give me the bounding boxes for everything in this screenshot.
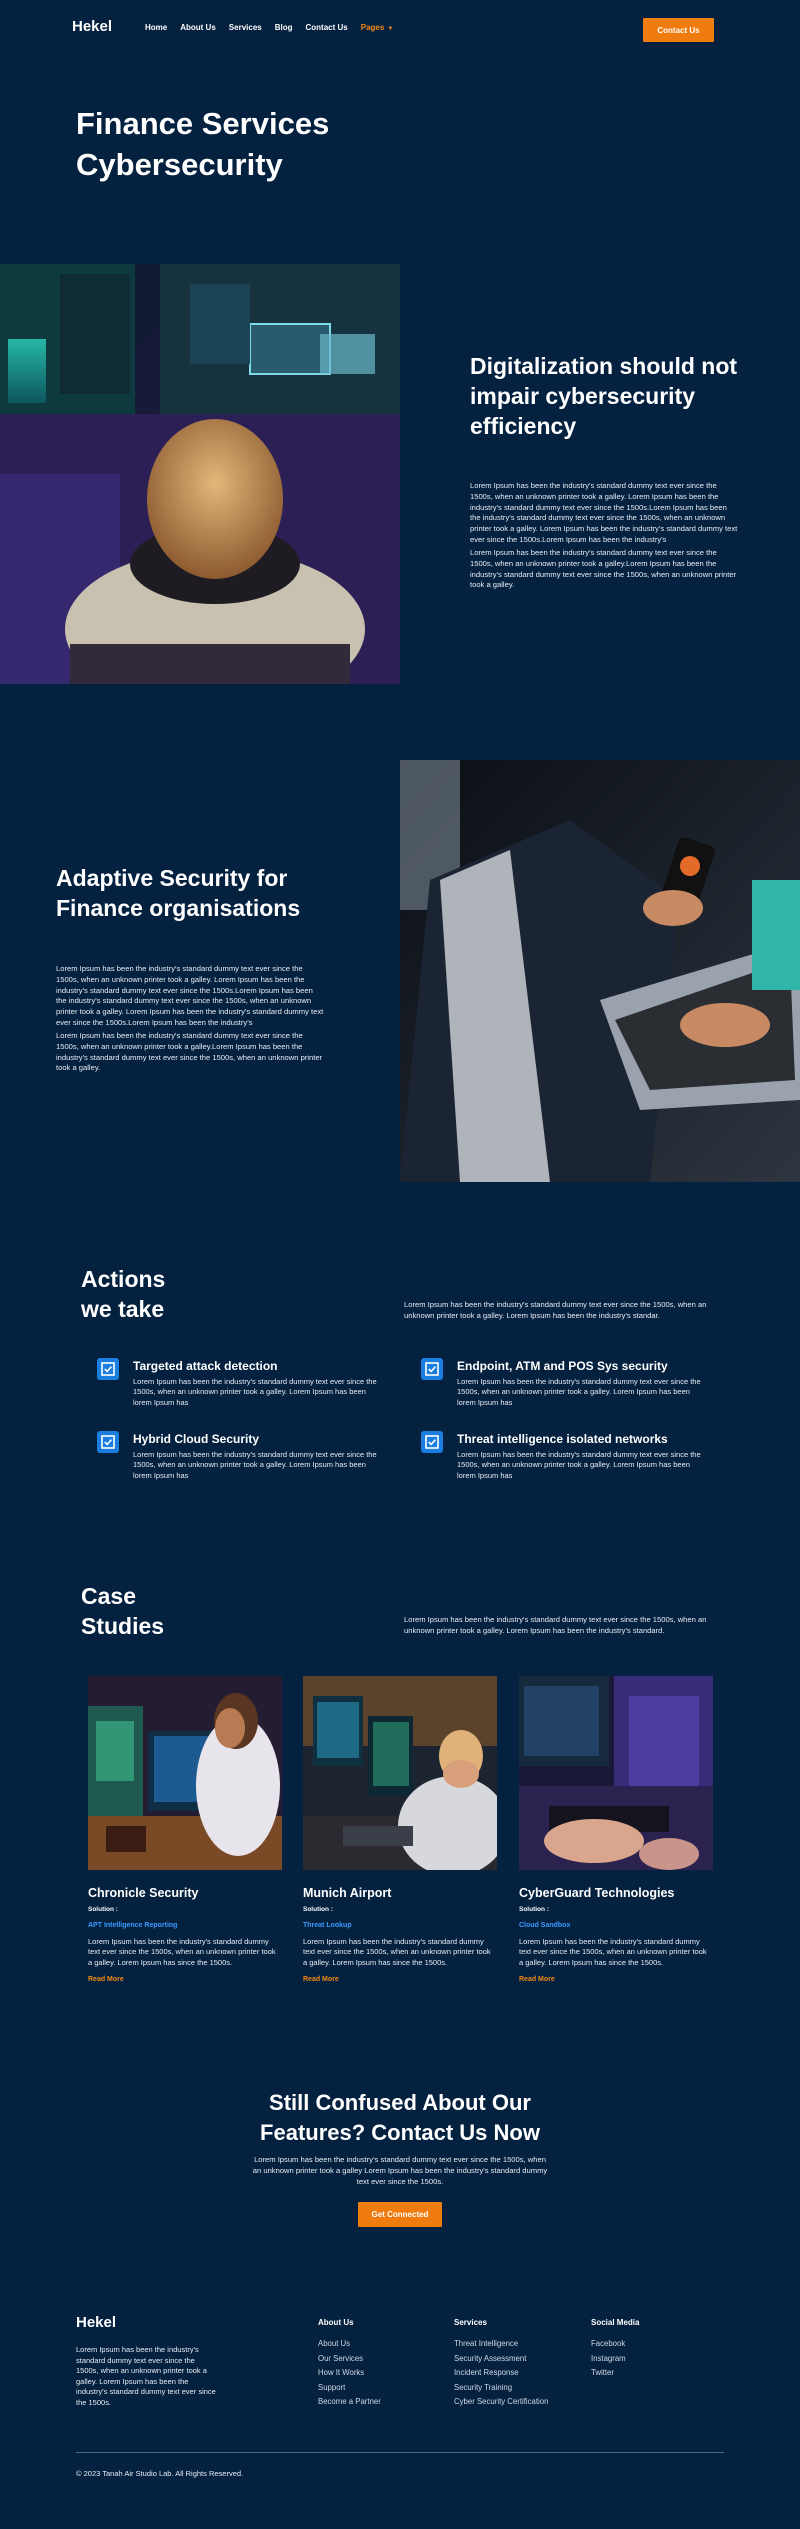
check-square-icon: [421, 1358, 443, 1380]
footer-column-services: [454, 2318, 548, 2410]
case-title: CyberGuard Technologies: [519, 1886, 675, 1900]
footer-about-text: Lorem Ipsum has been the industry's standard dummy text ever since the 1500s, when an unknown printer took a galley. Lorem Ipsum has been the industry's standard dummy text ever since the 1500s.: [76, 2345, 216, 2407]
case-solution-label: Solution :: [88, 1906, 118, 1913]
check-square-icon: [97, 1358, 119, 1380]
actions-title-line1: Actions: [81, 1266, 166, 1292]
case-title: Chronicle Security: [88, 1886, 199, 1900]
feature-targeted-attack-detection: [97, 1358, 387, 1418]
feature-description: Lorem Ipsum has been the industry's standard dummy text ever since the 1500s, when an unknown printer took a galley. Lorem Ipsum has been lorem Ipsum has: [133, 1377, 377, 1407]
site-header: [0, 0, 800, 60]
case-image-keyboard-desk: [519, 1676, 713, 1870]
actions-title-line2: we take: [81, 1295, 165, 1322]
footer-link-become-a-partner[interactable]: Become a Partner: [318, 2397, 381, 2407]
feature-description: Lorem Ipsum has been the industry's standard dummy text ever since the 1500s, when an unknown printer took a galley. Lorem Ipsum has been lorem Ipsum has: [457, 1450, 701, 1480]
hero-title: [76, 104, 496, 186]
footer-column-title: Social Media: [591, 2318, 640, 2327]
case-solution-tag[interactable]: Threat Lookup: [303, 1922, 352, 1929]
case-description: Lorem Ipsum has been the industry's standard dummy text ever since the 1500s, when an unknown printer took a galley. Lorem Ipsum has since the 1500s.: [303, 1937, 491, 1967]
case-studies-title: [81, 1582, 281, 1642]
feature-description: Lorem Ipsum has been the industry's standard dummy text ever since the 1500s, when an unknown printer took a galley. Lorem Ipsum has been lorem Ipsum has: [457, 1377, 701, 1407]
footer-link-about-us[interactable]: About Us: [318, 2339, 351, 2348]
case-card-cyberguard-technologies: [519, 1676, 713, 1996]
nav-pages-dropdown[interactable]: [361, 23, 394, 32]
case-studies-intro: Lorem Ipsum has been the industry's standard dummy text ever since the 1500s, when an unknown printer took a galley. Lorem Ipsum has been the industry's standard.: [404, 1615, 707, 1635]
nav-about-us[interactable]: About Us: [180, 23, 216, 32]
feature-title: Hybrid Cloud Security: [133, 1432, 260, 1446]
hacker-monitors-image: [0, 264, 400, 684]
case-solution-label: Solution :: [303, 1906, 333, 1913]
businessman-laptop-image: [400, 760, 800, 1182]
adaptive-security-title: Adaptive Security for Finance organisations: [56, 865, 301, 921]
feature-hybrid-cloud-security: [97, 1431, 387, 1491]
contact-title: [200, 2088, 600, 2147]
hero-title-line2: Cybersecurity: [76, 146, 283, 182]
footer-link-incident-response[interactable]: Incident Response: [454, 2368, 519, 2378]
footer-column-title: Services: [454, 2318, 487, 2327]
footer-link-twitter[interactable]: Twitter: [591, 2368, 614, 2378]
case-card-munich-airport: [303, 1676, 497, 1996]
footer-logo[interactable]: Hekel: [76, 2314, 117, 2331]
nav-contact-us[interactable]: Contact Us: [305, 23, 348, 32]
footer-link-instagram[interactable]: Instagram: [591, 2353, 626, 2363]
footer-link-our-services[interactable]: Our Services: [318, 2353, 364, 2363]
footer-link-facebook[interactable]: Facebook: [591, 2339, 626, 2348]
footer-link-cyber-security-certification[interactable]: Cyber Security Certification: [454, 2397, 549, 2407]
feature-title: Endpoint, ATM and POS Sys security: [457, 1359, 668, 1373]
digitalization-title: Digitalization should not impair cybersecurity efficiency: [470, 353, 738, 439]
footer-divider: [76, 2452, 724, 2453]
case-description: Lorem Ipsum has been the industry's standard dummy text ever since the 1500s, when an unknown printer took a galley. Lorem Ipsum has since the 1500s.: [88, 1937, 276, 1967]
footer-link-support[interactable]: Support: [318, 2382, 346, 2392]
footer-link-security-assessment[interactable]: Security Assessment: [454, 2353, 527, 2363]
footer-link-security-training[interactable]: Security Training: [454, 2382, 513, 2392]
main-nav: [145, 23, 393, 32]
chevron-down-icon: ▼: [387, 26, 394, 32]
footer-column-social-media: [591, 2318, 639, 2381]
actions-title: [81, 1265, 281, 1325]
case-studies-title-line1: Case: [81, 1583, 136, 1609]
digitalization-paragraph-1: Lorem Ipsum has been the industry's standard dummy text ever since the 1500s, when an unknown printer took a galley. Lorem Ipsum has been the industry's standard dummy text ever since the 1500s.Lorem Ipsum has been the industry's standard dummy text ever since the 1500s, when an unknown printer took a galley. Lorem Ipsum has been the industry's standard dummy text ever since the 1500s.Lorem Ipsum has been the industry's: [470, 481, 738, 544]
get-connected-button[interactable]: Get Connected: [358, 2202, 442, 2227]
case-title: Munich Airport: [303, 1886, 392, 1900]
case-studies-title-line2: Studies: [81, 1612, 165, 1639]
contact-description: Lorem Ipsum has been the industry's standard dummy text ever since the 1500s, when an unknown printer took a galley Lorem Ipsum has been the industry's standard dummy text ever since the 1500s.: [252, 2155, 548, 2186]
hero-title-line1: Finance Services: [76, 106, 330, 141]
site-logo[interactable]: Hekel: [72, 18, 113, 35]
case-image-hacker-room: [303, 1676, 497, 1870]
case-solution-tag[interactable]: APT Intelligence Reporting: [88, 1922, 178, 1929]
actions-intro: Lorem Ipsum has been the industry's standard dummy text ever since the 1500s, when an unknown printer took a galley. Lorem Ipsum has been the industry's standar.: [404, 1300, 707, 1320]
nav-services[interactable]: Services: [228, 23, 262, 32]
feature-title: Threat intelligence isolated networks: [457, 1432, 668, 1446]
case-image-woman-gamer: [88, 1676, 282, 1870]
case-solution-tag[interactable]: Cloud Sandbox: [519, 1922, 571, 1929]
nav-pages-label: Pages: [360, 23, 385, 32]
digitalization-paragraph-2: Lorem Ipsum has been the industry's standard dummy text ever since the 1500s, when an unknown printer took a galley.Lorem Ipsum has been the industry's standard dummy text ever since the 1500s, when an unknown printer took a galley.: [470, 548, 737, 590]
footer-link-threat-intelligence[interactable]: Threat Intelligence: [454, 2339, 519, 2348]
feature-threat-intelligence-isolated-networks: [421, 1431, 711, 1491]
check-square-icon: [421, 1431, 443, 1453]
case-card-chronicle-security: [88, 1676, 282, 1996]
read-more-link[interactable]: Read More: [519, 1976, 555, 1983]
feature-endpoint-atm-pos-security: [421, 1358, 711, 1418]
nav-blog[interactable]: Blog: [274, 23, 293, 32]
adaptive-security-paragraph-2: Lorem Ipsum has been the industry's standard dummy text ever since the 1500s, when an unknown printer took a galley.Lorem Ipsum has been the industry's standard dummy text ever since the 1500s, when an unknown printer took a galley.: [56, 1031, 323, 1073]
header-contact-button[interactable]: Contact Us: [643, 18, 714, 42]
footer-column-title: About Us: [318, 2318, 354, 2327]
contact-title-line1: Still Confused About Our: [269, 2090, 531, 2115]
footer-copyright: © 2023 Tanah Air Studio Lab. All Rights Reserved.: [76, 2469, 244, 2478]
read-more-link[interactable]: Read More: [303, 1976, 339, 1983]
contact-title-line2: Features? Contact Us Now: [260, 2119, 540, 2145]
feature-description: Lorem Ipsum has been the industry's standard dummy text ever since the 1500s, when an unknown printer took a galley. Lorem Ipsum has been lorem Ipsum has: [133, 1450, 377, 1480]
footer-link-how-it-works[interactable]: How It Works: [318, 2368, 365, 2378]
case-description: Lorem Ipsum has been the industry's standard dummy text ever since the 1500s, when an unknown printer took a galley. Lorem Ipsum has since the 1500s.: [519, 1937, 707, 1967]
footer-column-about-us: [318, 2318, 381, 2410]
read-more-link[interactable]: Read More: [88, 1976, 124, 1983]
case-solution-label: Solution :: [519, 1906, 549, 1913]
nav-home[interactable]: Home: [145, 23, 168, 32]
feature-title: Targeted attack detection: [133, 1359, 278, 1373]
check-square-icon: [97, 1431, 119, 1453]
adaptive-security-paragraph-1: Lorem Ipsum has been the industry's standard dummy text ever since the 1500s, when an unknown printer took a galley. Lorem Ipsum has been the industry's standard dummy text ever since the 1500s.Lorem Ipsum has been the industry's standard dummy text ever since the 1500s, when an unknown printer took a galley. Lorem Ipsum has been the industry's standard dummy text ever since the 1500s.Lorem Ipsum has been the industry's: [56, 964, 324, 1027]
